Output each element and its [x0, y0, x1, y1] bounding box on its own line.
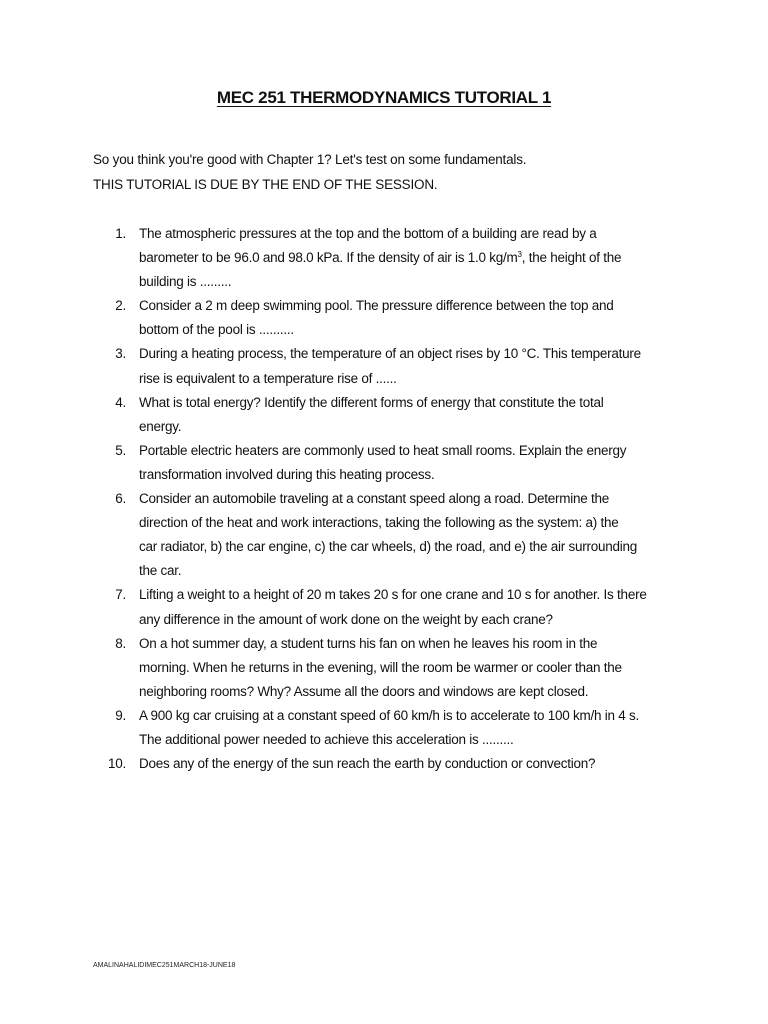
- question-number: 4.: [115, 394, 126, 410]
- question-number: 2.: [115, 298, 126, 314]
- intro-due-line: THIS TUTORIAL IS DUE BY THE END OF THE SESSION.: [93, 176, 438, 192]
- question-line: morning. When he returns in the evening, will the room be warmer or cooler than the: [139, 659, 622, 675]
- question-line: rise is equivalent to a temperature rise of ......: [139, 370, 397, 386]
- document-footer: AMALINAHALIDIMEC251MARCH18-JUNE18: [93, 962, 236, 969]
- question-line: A 900 kg car cruising at a constant speed of 60 km/h is to accelerate to 100 km/h in 4 s.: [139, 707, 640, 723]
- question-number: 10.: [107, 756, 126, 772]
- question-list: [0, 222, 768, 776]
- question-item: [0, 704, 768, 752]
- question-number: 9.: [115, 707, 126, 723]
- question-item: [0, 632, 768, 704]
- question-line-part: barometer to be 96.0 and 98.0 kPa. If the density of air is 1.0 kg/m: [139, 250, 518, 266]
- superscript: 3: [517, 250, 522, 260]
- question-line: direction of the heat and work interactions, taking the following as the system: a) the: [139, 515, 619, 531]
- question-number: 8.: [115, 635, 126, 651]
- question-line: energy.: [139, 418, 182, 434]
- question-item: [0, 439, 768, 487]
- question-item: [0, 294, 768, 342]
- question-number: 3.: [115, 346, 126, 362]
- question-item: [0, 342, 768, 390]
- question-text: [139, 632, 679, 704]
- question-line: The additional power needed to achieve this acceleration is .........: [139, 731, 514, 747]
- question-line: Lifting a weight to a height of 20 m takes 20 s for one crane and 10 s for another. Is there: [139, 587, 647, 603]
- intro-line: So you think you're good with Chapter 1? Let's test on some fundamentals.: [93, 152, 527, 167]
- question-item: [0, 391, 768, 439]
- question-line: car radiator, b) the car engine, c) the car wheels, d) the road, and e) the air surrounding: [139, 539, 638, 555]
- question-number: 6.: [115, 491, 126, 507]
- question-line: On a hot summer day, a student turns his fan on when he leaves his room in the: [139, 635, 598, 651]
- question-number: 7.: [115, 587, 126, 603]
- question-line: Does any of the energy of the sun reach the earth by conduction or convection?: [139, 756, 596, 772]
- question-line: What is total energy? Identify the different forms of energy that constitute the total: [139, 394, 604, 410]
- question-number: 5.: [115, 442, 126, 458]
- question-item: [0, 583, 768, 631]
- intro-block: [93, 148, 693, 197]
- question-text: [139, 704, 679, 752]
- question-text: [139, 439, 679, 487]
- question-text: [139, 487, 679, 583]
- question-line: [139, 246, 679, 270]
- question-line: Consider a 2 m deep swimming pool. The pressure difference between the top and: [139, 298, 614, 314]
- question-line: The atmospheric pressures at the top and the bottom of a building are read by a: [139, 226, 597, 241]
- question-line: building is .........: [139, 274, 232, 290]
- question-line: During a heating process, the temperature of an object rises by 10 °C. This temperature: [139, 346, 641, 362]
- question-line: Portable electric heaters are commonly used to heat small rooms. Explain the energy: [139, 442, 627, 458]
- question-text: [139, 222, 679, 294]
- question-line: Consider an automobile traveling at a constant speed along a road. Determine the: [139, 491, 610, 507]
- question-line: the car.: [139, 563, 182, 579]
- question-text: [139, 342, 679, 390]
- question-line-part: , the height of the: [521, 250, 622, 266]
- question-text: [139, 583, 679, 631]
- question-number: 1.: [115, 226, 126, 241]
- question-item: [0, 487, 768, 583]
- question-item: [0, 222, 768, 294]
- question-line: transformation involved during this heating process.: [139, 466, 435, 482]
- document-title: MEC 251 THERMODYNAMICS TUTORIAL 1: [216, 88, 552, 107]
- question-text: [139, 752, 679, 776]
- question-text: [139, 294, 679, 342]
- question-line: neighboring rooms? Why? Assume all the doors and windows are kept closed.: [139, 683, 589, 699]
- question-text: [139, 391, 679, 439]
- question-item: [0, 752, 768, 776]
- question-line: bottom of the pool is ..........: [139, 322, 294, 338]
- question-line: any difference in the amount of work done on the weight by each crane?: [139, 611, 553, 627]
